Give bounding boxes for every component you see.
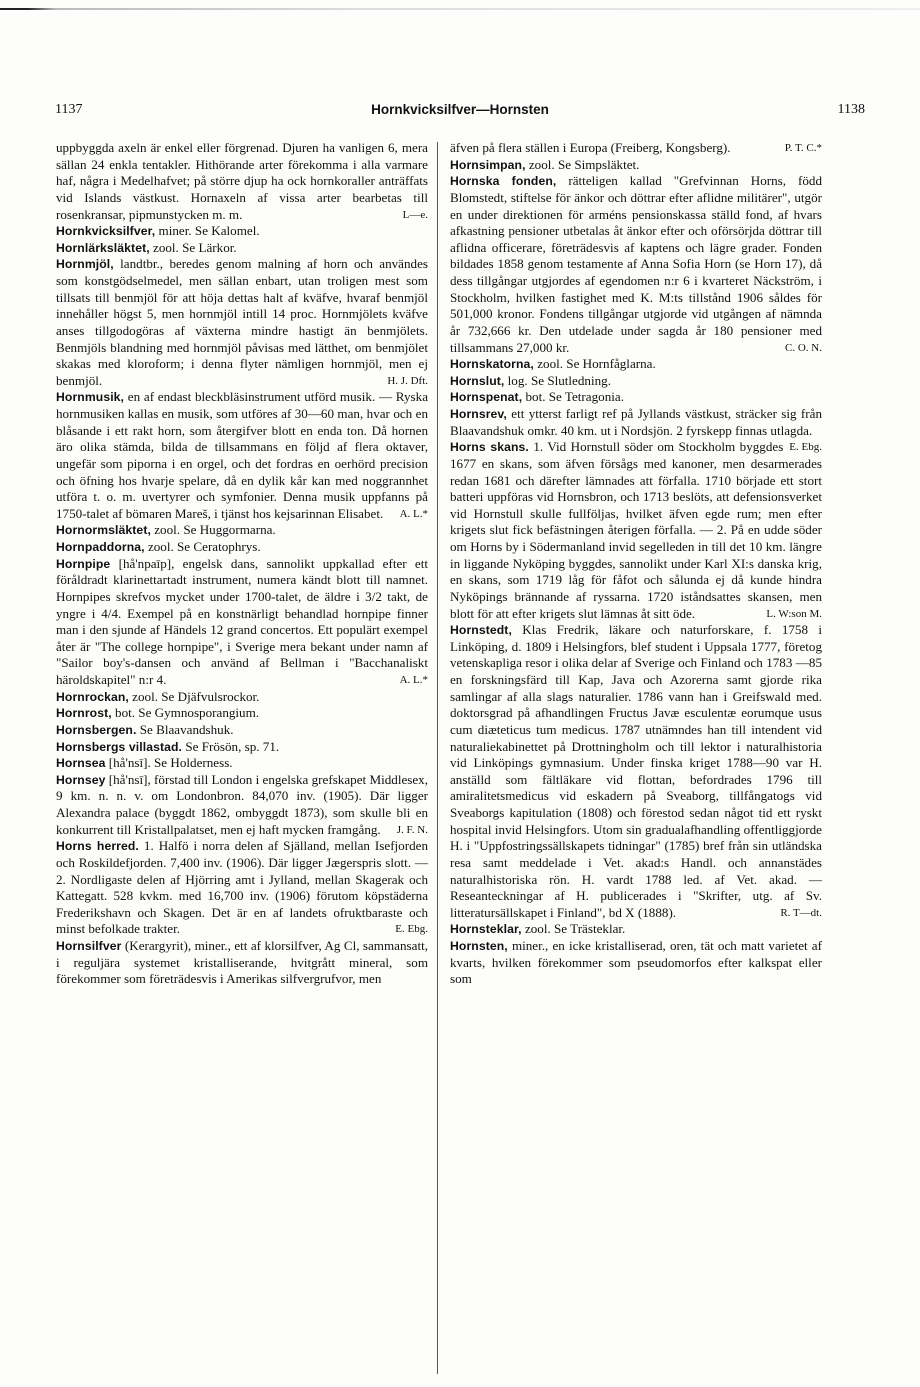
entry-signature: L. W:son M. (766, 607, 822, 620)
entry-signature: A. L.* (399, 674, 428, 686)
entry-text: Se Frösön, sp. 71. (185, 738, 280, 754)
entry-headword: Hornsteklar, (450, 922, 522, 937)
dictionary-entry (450, 356, 822, 373)
dictionary-entry (450, 622, 822, 921)
dictionary-entry (56, 556, 428, 689)
entry-text: zool. Se Hornfåglarna. (537, 356, 656, 372)
top-rule (0, 8, 920, 10)
dictionary-entry (56, 140, 428, 223)
entry-text: miner., en icke kristalliserad, oren, tät och matt varietet af kvarts, hvilken förekommer som pseudomorfos efter kalkspat eller som (450, 938, 822, 987)
entry-headword: Hornmjöl, (56, 257, 114, 272)
entry-text: landtbr., beredes genom malning af horn och användes som konstgödselmedel, men sällan enbart, utan troligen mest som tillsats till benmjöl för att höja dettas halt af kväfve, hvaraf benmjöl innehåller högst 5, men hornmjöl intill 14 proc. Hornmjölets kväfve anses tillgodogöras af växterna mindre hastigt än benmjölets. Benmjöls blandning med hornmjöl påvisas med lätthet, om benmjölet skakas med kloroform; i denna flyter nämligen hornmjöl, men ej benmjöl. (56, 256, 428, 388)
dictionary-entry (450, 389, 822, 406)
entry-text: zool. Se Huggormarna. (154, 522, 276, 538)
entry-text: zool. Se Ceratophrys. (147, 539, 261, 554)
entry-signature: H. J. Dft. (387, 374, 428, 387)
entry-text: miner. Se Kalomel. (158, 223, 260, 239)
entry-headword: Hornrost, (56, 706, 112, 721)
left-column (56, 140, 428, 988)
running-title: Hornkvicksilfver—Hornsten (371, 102, 549, 117)
entry-headword: Hornslut, (450, 373, 505, 388)
entry-text: ett ytterst farligt ref på Jyllands västkust, sträcker sig från Blaavandshuk omkr. 40 km. ut i Nordsjön. 2 fyrskepp finnas utlagda. (450, 406, 822, 438)
dictionary-entry (56, 539, 428, 556)
entry-headword: Hornsilfver (56, 939, 122, 953)
entry-headword: Horns herred. (56, 839, 139, 854)
dictionary-entry (450, 140, 822, 157)
entry-text: [hå'npaīp], engelsk dans, sannolikt uppkallad efter ett föråldradt klarinettartadt instrument, numera kändt blott till namnet. Hornpipes skrefvos mycket under 1700-talet, de äldre i 3/2 takt, de yngre i 4/4. Exempel på en konstnärligt behandlad hornpipe finner man i den sjunde af Händels 12 grand concertos. Ett populärt exempel åter är "The college hornpipe", i Sverige mera bekant under namn af "Sailor boy's-dansen och använd af Bellman i "Bacchanaliskt häroldskapitel" n:r 4. (56, 555, 428, 687)
dictionary-entry (56, 223, 428, 240)
entry-headword: Hornormsläktet, (56, 523, 151, 538)
dictionary-entry (56, 240, 428, 257)
page-number-right: 1138 (837, 102, 865, 117)
entry-text: en af endast bleckbläsinstrument utförd musik. — Ryska hornmusiken kallas en musik, som utföres af 30—60 man, hvar och en blåsande i ett rakt horn, som återgifver blott en enda ton. Då hornen äro olika stämda, bilda de tillsammans en följd af flera oktaver, ungefär som piporna i en orgel, och det fordras en oerhörd precision och öfning hos hvarje spelare, då en dylik kår kan med noggrannhet utföra t. o. m. uvertyrer och symfonier. Denna musik uppfanns på 1750-talet af bömaren Mareš, i tjänst hos kejsarinnan Elisabet. (56, 389, 429, 521)
entry-signature: L—e. (402, 208, 428, 221)
entry-headword: Hornmusik, (56, 390, 125, 405)
dictionary-entry (450, 938, 822, 988)
entry-headword: Hornsbergs villastad. (56, 739, 183, 754)
entry-text: Klas Fredrik, läkare och naturforskare, f. 1758 i Linköping, d. 1809 i Helsingfors, blef student i Uppsala 1777, företog vetenskapliga resor i olika delar af Sverige och Finland och 1783 —85 en forskningsfärd till Kap, Java och Azorerna samt gjorde rika samlingar af alla slags naturalier. 1786 vann han i Greifswald med. doktorsgrad på afhandlingen Fructus Javæ esculentæ eorumque usus cum diæteticus tum medicus. 1787 utnämndes han till intendent vid naturaliekabinettet på Drottningholm och till lektor i naturalhistoria vid Linköpings gymnasium. Under finska kriget 1788—90 var H. anställd som fältläkare vid flottan, befordrades 1796 till amiralitetsmedicus vid eskadern på Sveaborg, tillfångatogs vid Sveaborgs kapitulation (1808) och förestod sedan något tid ett ryskt hospital invid Helsingfors. Utom sin gradualafhandling offentliggjorde H. i "Uppfostringssällskapets tidningar" (1785) bref från sin utländska resa samt meddelade i Vet. akad:s Handl. och annanstädes naturalhistoriska rön. H. vardt 1788 led. af Vet. akad. — Reseanteckningar af H. publicerades i "Skrifter, utg. af Sv. litteratursällskapet i Finland", bd X (1888). (450, 622, 822, 920)
entry-signature: E. Ebg. (395, 923, 428, 936)
entry-text: bot. Se Gymnosporangium. (115, 705, 260, 721)
dictionary-entry (450, 439, 822, 622)
entry-headword: Hornsrev, (450, 407, 507, 421)
entry-signature: C. O. N. (785, 341, 822, 354)
entry-headword: Hornstedt, (450, 623, 512, 638)
entry-text: zool. Se Trästeklar. (524, 921, 626, 937)
entry-text: [hå'nsī]. Se Holderness. (108, 755, 233, 771)
column-divider (437, 142, 438, 1374)
entry-text: zool. Se Simpsläktet. (528, 156, 640, 172)
entry-headword: Hornspenat, (450, 390, 523, 405)
dictionary-entry (56, 838, 428, 938)
entry-text: rätteligen kallad "Grefvinnan Horns, född Blomstedt, stiftelse för änkor och döttrar efter aflidne militärer", utgör en under direktionen för arméns pensionskassa ställd fond, af hvars afkastning pensioner utbetalas åt änkor efter och oförsörjda döttrar till aflidna officerare, företrädesvis af kaptens och lägre grader. Fonden bildades 1858 genom testamente af Anna Sofia Horn (se Horn 17), då dess tillgångar utgjordes af egendomen n:r 6 i kvarteret Näckström, i Stockholm, hvilken fastighet med K. M:ts tillstånd 1906 såldes för 501,000 kronor. Fondens tillgångar utgjorde vid utgången af nämnda år 732,666 kr. Den utdelade under sagda år 180 pensioner med tillsammans 27,000 kr. (450, 173, 823, 355)
dictionary-entry (56, 772, 428, 839)
entry-headword: Hornkvicksilfver, (56, 224, 156, 239)
entry-text: äfven på flera ställen i Europa (Freiberg, Kongsberg). (450, 140, 731, 155)
entry-headword: Hornpaddorna, (56, 540, 145, 554)
entry-signature: R. T—dt. (780, 906, 822, 919)
dictionary-entry (450, 173, 822, 356)
entry-headword: Horns skans. (450, 440, 529, 455)
entry-text: (Kerargyrit), miner., ett af klorsilfver, Ag Cl, sammansatt, i reguljära systemet kristalliserande, hvitgrått mineral, som förekommer som företrädesvis i Amerikas silfvergrufvor, men (56, 938, 428, 987)
entry-headword: Hornsten, (450, 939, 508, 953)
right-column (450, 140, 822, 988)
entry-headword: Hornska fonden, (450, 174, 557, 189)
entry-signature: A. L.* (399, 507, 428, 520)
entry-headword: Hornpipe (56, 556, 111, 571)
dictionary-entry (56, 938, 428, 988)
entry-text: uppbyggda axeln är enkel eller förgrenad. Djuren ha vanligen 6, mera sällan 24 enkla tentakler. Hithörande arter förekomma i alla varmare haf, några i Medelhafvet; på större djup ha ock hornkoraller anträffats vid Islands västkust. Hornaxeln af vissa arter bearbetas till rosenkransar, pipmunstycken m. m. (56, 140, 428, 222)
dictionary-entry (56, 522, 428, 539)
entry-headword: Hornskatorna, (450, 357, 534, 372)
dictionary-entry (450, 157, 822, 174)
dictionary-entry (56, 739, 428, 756)
entry-headword: Hornsimpan, (450, 157, 526, 172)
entry-signature: E. Ebg. (789, 441, 822, 454)
dictionary-entry (450, 921, 822, 938)
dictionary-entry (56, 705, 428, 722)
entry-headword: Hornlärksläktet, (56, 240, 150, 255)
entry-signature: J. F. N. (396, 823, 428, 836)
entry-headword: Hornsea (56, 756, 106, 771)
entry-text: zool. Se Djäfvulsrockor. (132, 688, 260, 704)
dictionary-entry (450, 373, 822, 390)
entry-text: zool. Se Lärkor. (153, 239, 237, 255)
entry-signature: P. T. C.* (784, 142, 822, 154)
page-number-left: 1137 (55, 102, 83, 117)
entry-text: 1. Vid Hornstull söder om Stockholm byggdes 1677 en skans, som äfven försågs med kanoner, men desarmerades redan 1681 och därefter lämnades att förfalla. 1710 började ett stort batteri uppföras vid Hornsbron, och 1713 beslöts, att defensionsverket vid Hornstull skulle fullföljas, hvilket äfven egde rum; men efter krigets slut fick befästningen återigen förfalla. — 2. På en udde söder om Horns by i Södermanland invid segelleden in till det 10 km. längre in liggande Nyköping byggdes, sannolikt under Karl XI:s danska krig, en skans, som 1719 låg för fåfot och sålunda ej då kunde hindra Nyköpings brännande af ryssarna. 1720 iståndsattes skansen, men blott för att efter krigets slut lämnas åt sitt öde. (450, 439, 822, 621)
entry-text: log. Se Slutledning. (507, 372, 611, 388)
entry-headword: Hornsey (56, 772, 106, 787)
dictionary-entry (56, 689, 428, 706)
page-header (55, 102, 865, 126)
dictionary-entry (56, 755, 428, 772)
entry-text: bot. Se Tetragonia. (525, 389, 624, 405)
entry-text: 1. Halfö i norra delen af Själland, mellan Isefjorden och Roskildefjorden. 7,400 inv. (1906). Där ligger Jægerspris slott. — 2. Nordligaste delen af Hjörring amt i Jylland, mellan Skagerak och Kattegatt. 528 kvkm. med 16,700 inv. (1906) förutom köpstäderna Frederikshavn och Skagen. Det är en af landets ofruktbaraste och minst befolkade trakter. (56, 838, 428, 937)
dictionary-entry (56, 389, 428, 522)
entry-text: Se Blaavandshuk. (139, 721, 234, 737)
entry-headword: Hornsbergen. (56, 722, 137, 737)
entry-text: [hå'nsī], förstad till London i engelska grefskapet Middlesex, 9 km. n. n. v. om Londonbron. 84,070 inv. (1905). Där ligger Alexandra palace (byggdt 1862, ombyggdt 1873), som skulle bli en konkurrent till Kristallpalatset, men ej haft mycken framgång. (56, 771, 428, 837)
entry-headword: Hornrockan, (56, 689, 129, 704)
dictionary-entry (56, 256, 428, 389)
dictionary-entry (56, 722, 428, 739)
